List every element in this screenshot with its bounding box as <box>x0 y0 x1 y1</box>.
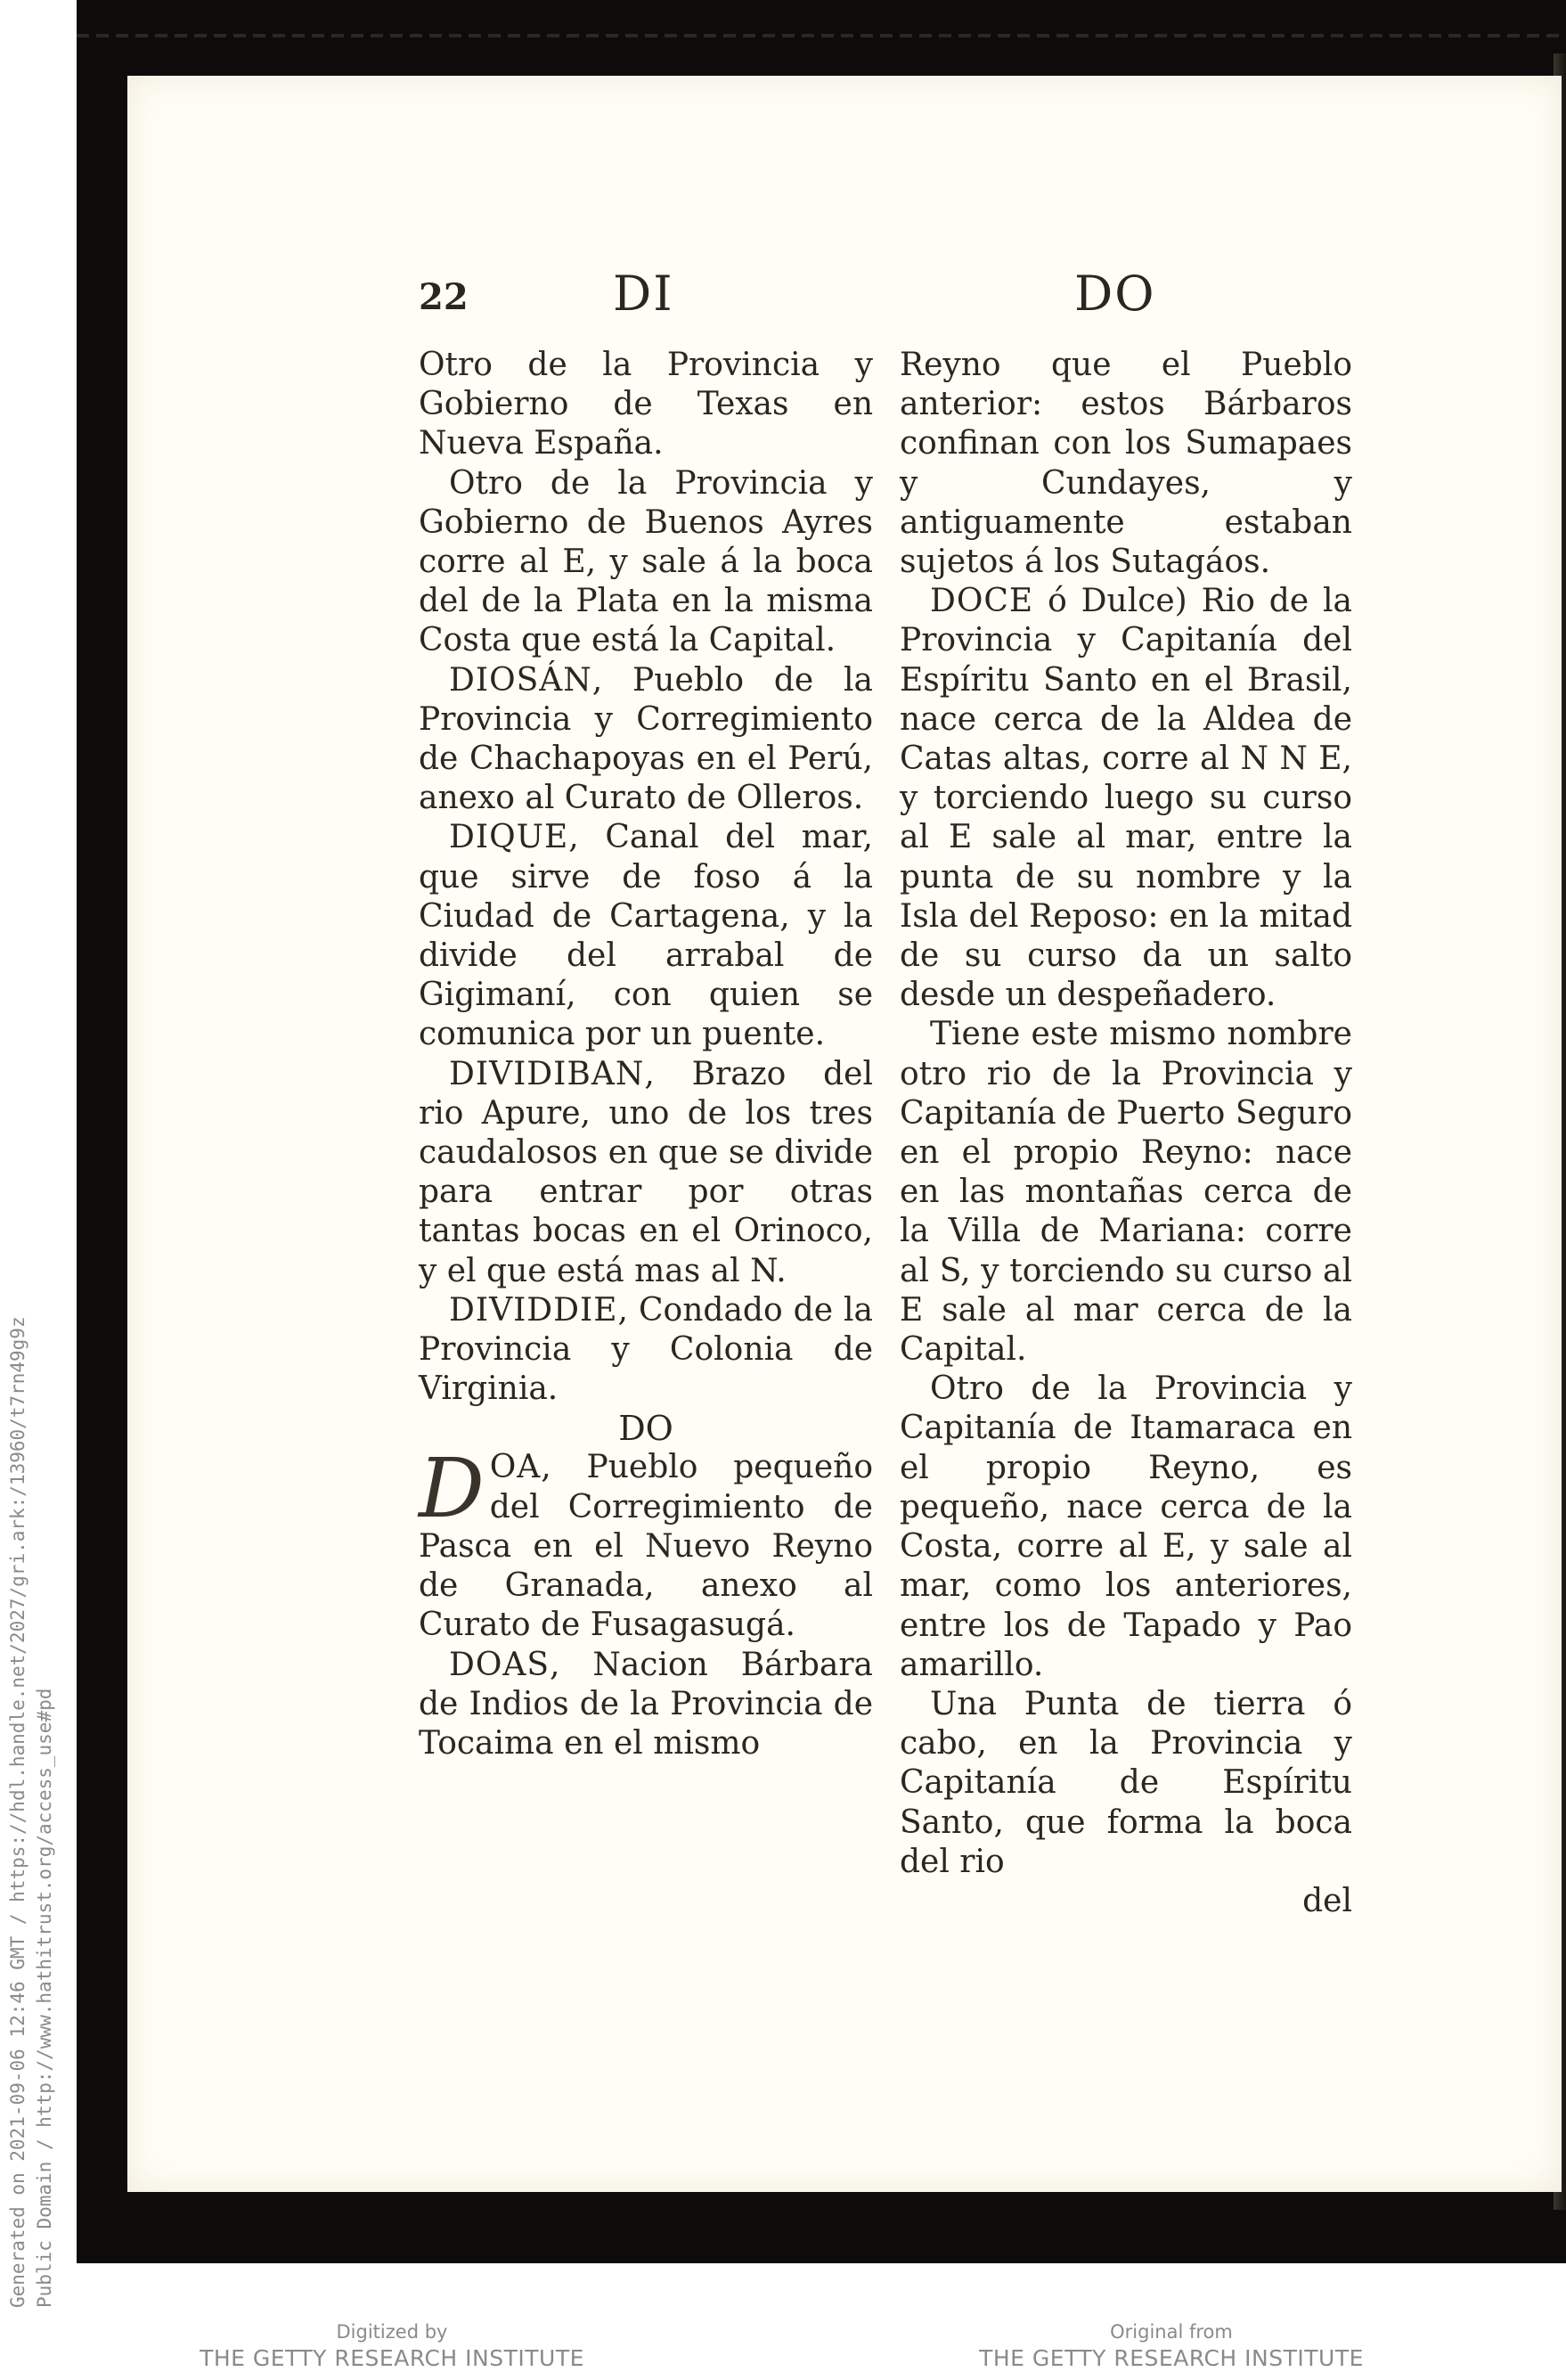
entry-paragraph: DIQUE, Canal del mar, que sirve de foso á la Ciudad de Cartagena, y la divide del arrabal de Gigimaní, con quien se comunica por un puente. <box>419 819 873 1053</box>
entry-headword: OA <box>489 1449 542 1486</box>
left-column <box>419 346 873 1763</box>
page-number: 22 <box>419 276 469 318</box>
entry-paragraph: Una Punta de tierra ó cabo, en la Provincia y Capitanía de Espíritu Santo, que forma la boca del rio <box>900 1685 1352 1880</box>
provenance-stamp <box>0 1132 77 2326</box>
entry-paragraph: Otro de la Provincia y Capitanía de Itamaraca en el propio Reyno, es pequeño, nace cerca de la Costa, corre al E, y sale al mar, como los anteriores, entre los de Tapado y Pao amarillo. <box>900 1370 1352 1683</box>
entry-paragraph: Tiene este mismo nombre otro rio de la Provincia y Capitanía de Puerto Seguro en el propio Reyno: nace en las montañas cerca de la Villa de Mariana: corre al S, y torciendo su curso al E sale al mar cerca de la Capital. <box>900 1016 1352 1369</box>
digitizing-institution[interactable]: THE GETTY RESEARCH INSTITUTE <box>200 2345 584 2371</box>
running-head-left: DI <box>613 266 674 322</box>
entry-paragraph: DOCE ó Dulce) Rio de la Provincia y Capitanía del Espíritu Santo en el Brasil, nace cerca de la Aldea de Catas altas, corre al N N E, y torciendo luego su curso al E sale al mar, entre la punta de su nombre y la Isla del Reposo: en la mitad de su curso da un salto desde un despeñadero. <box>900 583 1352 1014</box>
right-column <box>900 346 1352 1921</box>
entry-headword: DOCE <box>930 583 1034 620</box>
entry-paragraph: DOAS, Nacion Bárbara de Indios de la Provincia de Tocaima en el mismo <box>419 1646 873 1762</box>
entry-paragraph: DOA, Pueblo pequeño del Corregimiento de Pasca en el Nuevo Reyno de Granada, anexo al Curato de Fusagasugá. <box>419 1441 873 1644</box>
entry-paragraph: DIVIDIBAN, Brazo del rio Apure, uno de los tres caudalosos en que se divide para entrar por otras tantas bocas en el Orinoco, y el que está mas al N. <box>419 1055 873 1289</box>
entry-headword: DIVIDIBAN <box>449 1055 645 1092</box>
entry-headword: DOAS <box>449 1646 551 1683</box>
catchword: del <box>1302 1882 1352 1919</box>
entry-headword: DIOSÁN <box>449 661 592 699</box>
binding-edge <box>77 34 1566 37</box>
entry-headword: DIQUE <box>449 819 569 856</box>
stamp-line: Public Domain / http://www.hathitrust.org/access_use#pd <box>34 1688 55 2308</box>
entry-headword: DIVIDDIE <box>449 1291 618 1329</box>
digitized-by-label: Digitized by <box>336 2321 448 2343</box>
entry-paragraph: Otro de la Provincia y Gobierno de Buenos Ayres corre al E, y sale á la boca del de la Plata en la misma Costa que está la Capital. <box>419 464 873 659</box>
entry-paragraph: Reyno que el Pueblo anterior: estos Bárbaros confinan con los Sumapaes y Cundayes, y antiguamente estaban sujetos á los Sutagáos. <box>900 347 1352 581</box>
entry-paragraph: Otro de la Provincia y Gobierno de Texas en Nueva España. <box>419 347 873 462</box>
entry-paragraph: DIVIDDIE, Condado de la Provincia y Colonia de Virginia. <box>419 1291 873 1408</box>
stamp-line: Generated on 2021-09-06 12:46 GMT / https://hdl.handle.net/2027/gri.ark:/13960/t7rn49g9z <box>7 1316 29 2308</box>
original-from-label: Original from <box>1110 2321 1233 2343</box>
drop-cap: D <box>419 1441 485 1537</box>
holding-institution[interactable]: THE GETTY RESEARCH INSTITUTE <box>979 2345 1364 2371</box>
entry-paragraph: DIOSÁN, Pueblo de la Provincia y Corregimiento de Chachapoyas en el Perú, anexo al Curato de Olleros. <box>419 661 873 817</box>
section-heading: DO <box>618 1409 673 1449</box>
running-head-right: DO <box>1074 266 1156 322</box>
